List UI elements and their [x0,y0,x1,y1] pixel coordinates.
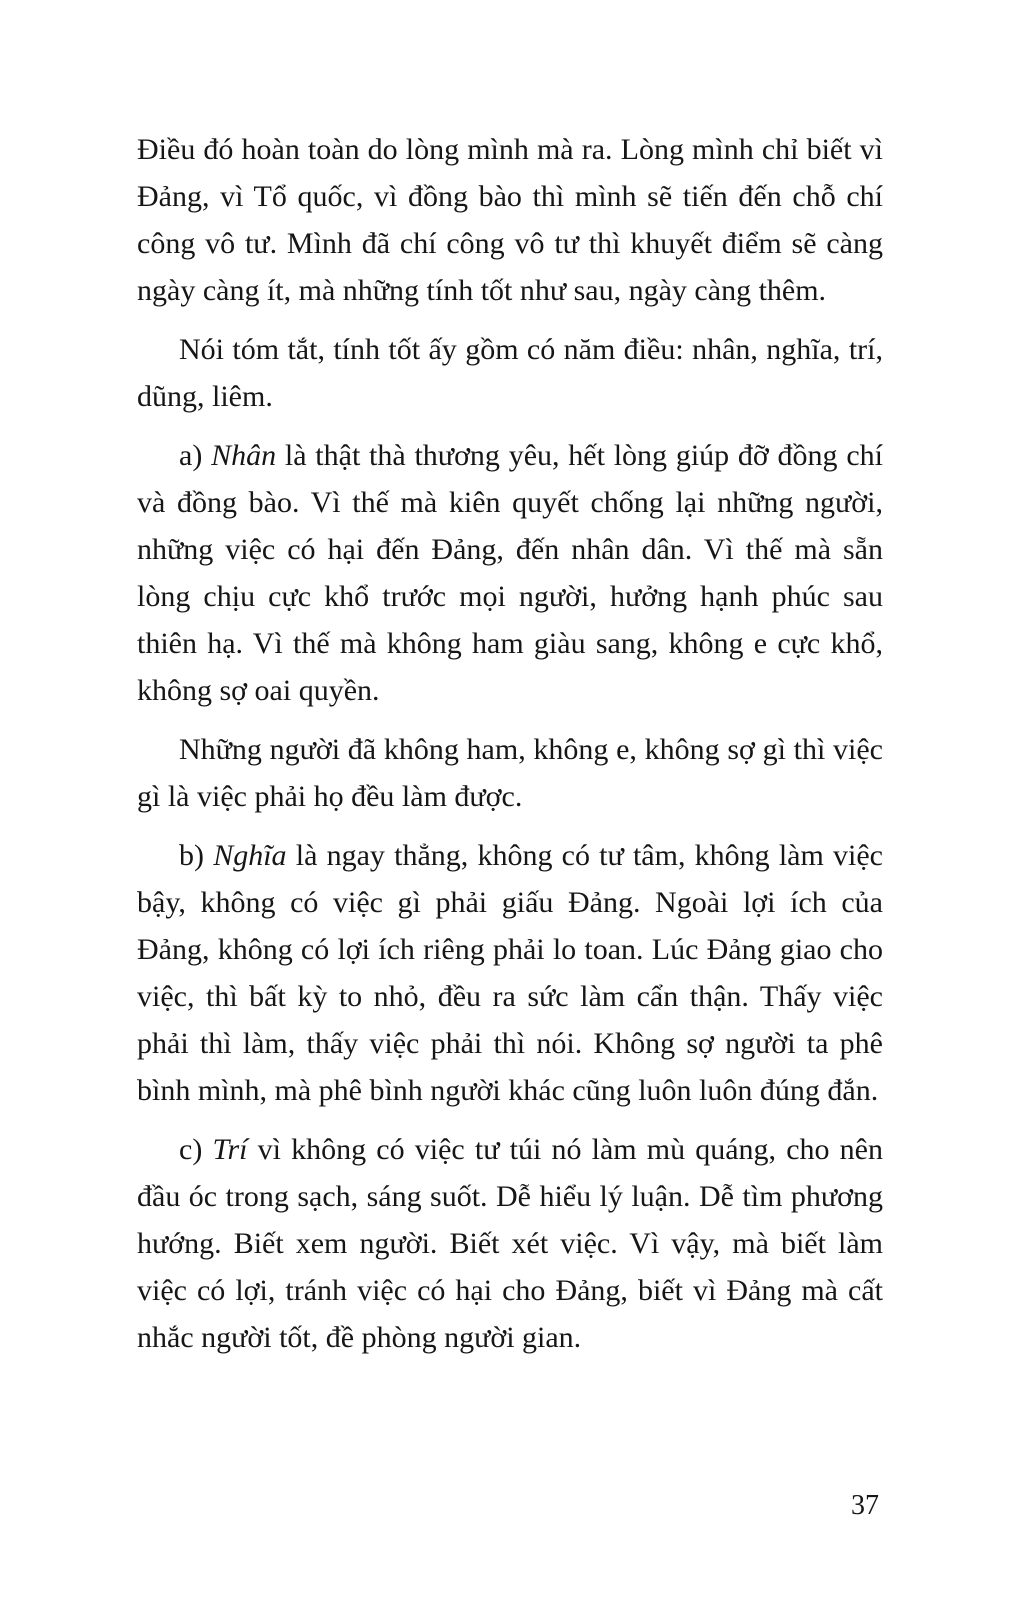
paragraph-lead-term: Nghĩa [213,839,287,872]
paragraph [137,126,883,314]
paragraph-text: vì không có việc tư túi nó làm mù quáng, cho nên đầu óc trong sạch, sáng suốt. Dễ hiểu lý luận. Dễ tìm phương hướng. Biết xem người. Biết xét việc. Vì vậy, mà biết làm việc có lợi, tránh việc có hại cho Đảng, biết vì Đảng mà cất nhắc người tốt, đề phòng người gian. [137,1133,883,1354]
text-block [137,126,883,1373]
page-number: 37 [851,1490,879,1521]
paragraph-text: là ngay thẳng, không có tư tâm, không làm việc bậy, không có việc gì phải giấu Đảng. Ngoài lợi ích của Đảng, không có lợi ích riêng phải lo toan. Lúc Đảng giao cho việc, thì bất kỳ to nhỏ, đều ra sức làm cẩn thận. Thấy việc phải thì làm, thấy việc phải thì nói. Không sợ người ta phê bình mình, mà phê bình người khác cũng luôn luôn đúng đắn. [137,839,883,1107]
paragraph-marker: c) [179,1133,213,1166]
paragraph [137,326,883,420]
paragraph-marker: b) [179,839,214,872]
paragraph-text: Điều đó hoàn toàn do lòng mình mà ra. Lòng mình chỉ biết vì Đảng, vì Tổ quốc, vì đồng bào thì mình sẽ tiến đến chỗ chí công vô tư. Mình đã chí công vô tư thì khuyết điểm sẽ càng ngày càng ít, mà những tính tốt như sau, ngày càng thêm. [137,133,883,307]
paragraph [137,1126,883,1361]
paragraph-lead-term: Nhân [211,439,277,472]
paragraph-marker: a) [179,439,212,472]
paragraph-text: là thật thà thương yêu, hết lòng giúp đỡ đồng chí và đồng bào. Vì thế mà kiên quyết chống lại những người, những việc có hại đến Đảng, đến nhân dân. Vì thế mà sẵn lòng chịu cực khổ trước mọi người, hưởng hạnh phúc sau thiên hạ. Vì thế mà không ham giàu sang, không e cực khổ, không sợ oai quyền. [137,439,883,707]
paragraph [137,726,883,820]
paragraph [137,832,883,1114]
paragraph [137,432,883,714]
paragraph-text: Nói tóm tắt, tính tốt ấy gồm có năm điều: nhân, nghĩa, trí, dũng, liêm. [137,333,883,413]
paragraph-text: Những người đã không ham, không e, không sợ gì thì việc gì là việc phải họ đều làm được. [137,733,883,813]
paragraph-lead-term: Trí [212,1133,248,1166]
